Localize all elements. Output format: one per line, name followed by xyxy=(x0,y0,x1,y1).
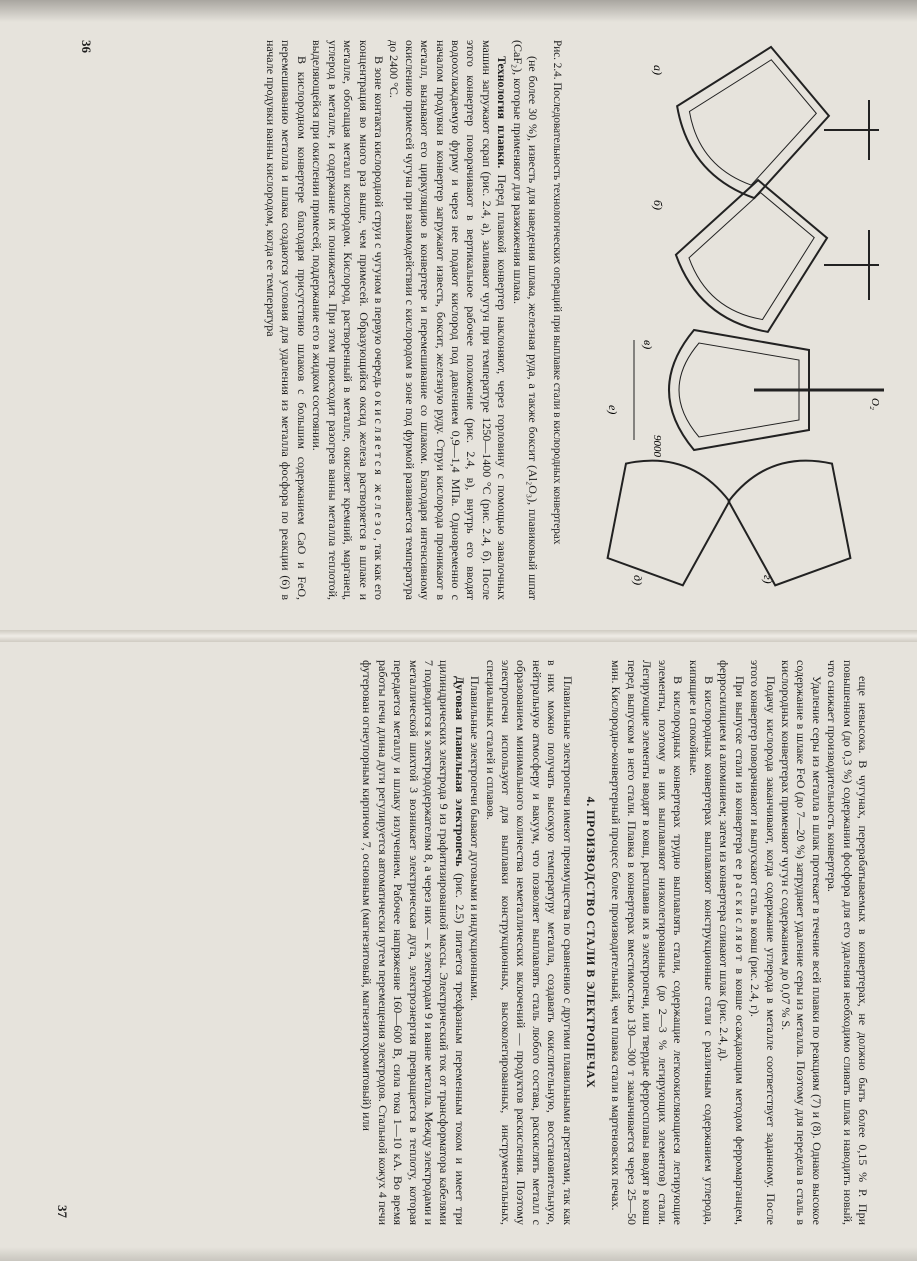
label-a: а) xyxy=(651,65,665,75)
book-gutter xyxy=(0,630,917,642)
label-v: в) xyxy=(641,340,655,350)
paragraph: еще невысока. В чугунах, перерабатываемых в конвертерах, не должно быть более 0,15 % Р. При повышенном (до 0,3 %) содержании фосфора для его удаления необходимо сливать шлак и наводить новый, что снижает производительность конвертера. xyxy=(825,660,870,1225)
paragraph-text: Перед плавкой конвертер наклоняют, через горловину с помощью завалочных машин загружают скрап (рис. 2.4, а), заливают чугун при температуре 1250—1400 °C (рис. 2.4, б). После этого конвертер поворачивают в вертикальное рабочее положение (рис. 2.4, в), внутрь его вводят водоохлаждаемую фурму и через нее подают кислород под давлением 0,9—1,4 МПа. Одновременно с началом продувки в конвертер загружают известь, боксит, железную руду. Струи кислорода проникают в металл, вызывают его циркуляцию в конвертере и перемешивание со шлаком. Благодаря интенсивному окислению примесей чугуна при взаимодействии с кислородом в зоне под фурмой развивается температура до 2400 °C. xyxy=(387,40,510,600)
converter-v xyxy=(669,330,884,450)
paragraph xyxy=(359,660,467,1225)
converter-figure xyxy=(584,40,884,615)
paragraph: В кислородных конвертерах выплавляют конструкционные стали с различным содержанием углерода, кипящие и спокойные. xyxy=(686,660,716,1225)
spaced-term: раскисляют xyxy=(732,873,747,964)
converter-d xyxy=(594,447,736,590)
paragraph xyxy=(386,40,509,600)
dimension-label: 9000 xyxy=(651,435,663,457)
page-36 xyxy=(74,40,894,615)
bottom-edge-shadow xyxy=(0,1247,917,1261)
inline-heading: Технология плавки. xyxy=(495,56,510,169)
paragraph-text: В зоне контакта кислородной струи с чугуном в первую очередь xyxy=(371,56,386,392)
paragraph: В кислородных конвертерах трудно выплавлять стали, содержащие легкоокисляющиеся легирующие элементы, поэтому в них выплавляют низколегированные (до 2—3 % легирующих элементов) стали. Легирующие элементы вводят в ковш, расплавив их в электропечи, или твердые ферросплавы вводят в ковш перед выпуском в него стали. Плавка в конвертерах вместимостью 130—300 т заканчивается через 25—50 мин. Кислородно-конвертерный процесс более производительный, чем плавка стали в мартеновских печах. xyxy=(609,660,686,1225)
paragraph-text: При выпуске стали из конвертера ее xyxy=(732,676,747,874)
label-e: е) xyxy=(606,405,620,415)
paragraph: (не более 30 %), известь для наведения шлака, железная руда, а также боксит (Al₂O₃), плавиковый шпат (CaF₂), которые применяют для разжижения шлака. xyxy=(510,40,540,600)
paragraph xyxy=(716,660,747,1225)
paragraph: Плавильные электропечи бывают дуговыми и индукционными. xyxy=(468,676,483,1002)
paragraph: Плавильные электропечи имеют преимущества по сравнению с другими плавильными агрегатами, так как в них можно получать высокую температуру металла, создавать окислительную, восстановительную, нейтральную атмосферу и вакуум, что позволяет выплавлять сталь любого состава, раскислять металл с образованием минимального количества неметаллических включений — продуктов раскисления. Поэтому электропечи используют для выплавки конструкционных, высоколегированных, инструментальных, специальных сталей и сплавов. xyxy=(483,660,575,1225)
page-number: 37 xyxy=(55,1205,70,1218)
label-g: г) xyxy=(761,575,775,584)
paragraph: Подачу кислорода заканчивают, когда содержание углерода в металле соответствует заданному. После этого конвертер поворачивают и выпускают сталь в ковш (рис. 2.4, г). xyxy=(748,660,778,1225)
section-heading: 4. ПРОИЗВОДСТВО СТАЛИ В ЭЛЕКТРОПЕЧАХ xyxy=(584,796,599,1089)
paragraph: Удаление серы из металла в шлак протекает в течение всей плавки по реакциям (7) и (8). Однако высокое содержание в шлаке FeO (до 7—20 %) затрудняет удаление серы из металла. Поэтому для передела в сталь в кислородных конвертерах применяют чугун с содержанием до 0,07 % S. xyxy=(778,660,824,1225)
figure-caption: Рис. 2.4. Последовательность технологических операций при выплавке стали в кислородных конвертерах xyxy=(551,40,563,545)
top-edge-shadow xyxy=(0,0,917,22)
page-number: 36 xyxy=(79,40,94,53)
oxygen-label: O₂ xyxy=(869,398,881,410)
paragraph: В кислородном конвертере благодаря присутствию шлаков с большим содержанием CaO и FeO, перемешиванию металла и шлака создаются условия для удаления из металла фосфора по реакции (6) в начале продувки ванны кислородом, когда ее температура xyxy=(264,40,309,600)
page-37 xyxy=(50,660,870,1235)
paragraph-text: (рис. 2.5) питается трехфазным переменным током и имеет три цилиндрических электрода 9 из графитизированной массы. Электрический ток от трансформатора кабелями 7 подводится к электрододержателям 8, а через них — к электродам 9 и ванне металла. Между электродами и металлической шихтой 3 возникает электрическая дуга, электроэнергия превращается в теплоту, которая передается металлу и шлаку излучением. Рабочее напряжение 160—600 В, сила тока 1—10 кА. Во время работы печи длина дуги регулируется автоматически путем перемещения электродов. Стальной кожух 4 печи футерован огнеупорным кирпичом 7, основным (магнезитовый, магнезитохромитовый) или xyxy=(360,660,467,1225)
paragraph-text: , так как его концентрация во много раз выше, чем примесей. Образующийся оксид железа растворяется в шлаке и металле, обогащая металл кислородом. Кислород, растворенный в металле, окисляет кремний, марганец, углерод в металле, и содержание их понижается. При этом происходит разогрев ванны металла теплотой, выделяющейся при окислении примесей, поддержание его в жидком состоянии. xyxy=(310,40,386,600)
converter-a xyxy=(664,40,839,209)
inline-heading: Дуговая плавильная электропечь xyxy=(452,676,467,867)
converter-g xyxy=(723,447,865,590)
label-d: д) xyxy=(631,575,645,586)
label-b: б) xyxy=(651,200,665,211)
paragraph-text: в ковше осаждающим методом ферромарганцем, ферросилицием и алюминием; затем из конвертера сливают шлак (рис. 2.4, д). xyxy=(717,660,747,1225)
spaced-term: окисляется железо xyxy=(371,391,386,538)
paragraph xyxy=(309,40,386,600)
